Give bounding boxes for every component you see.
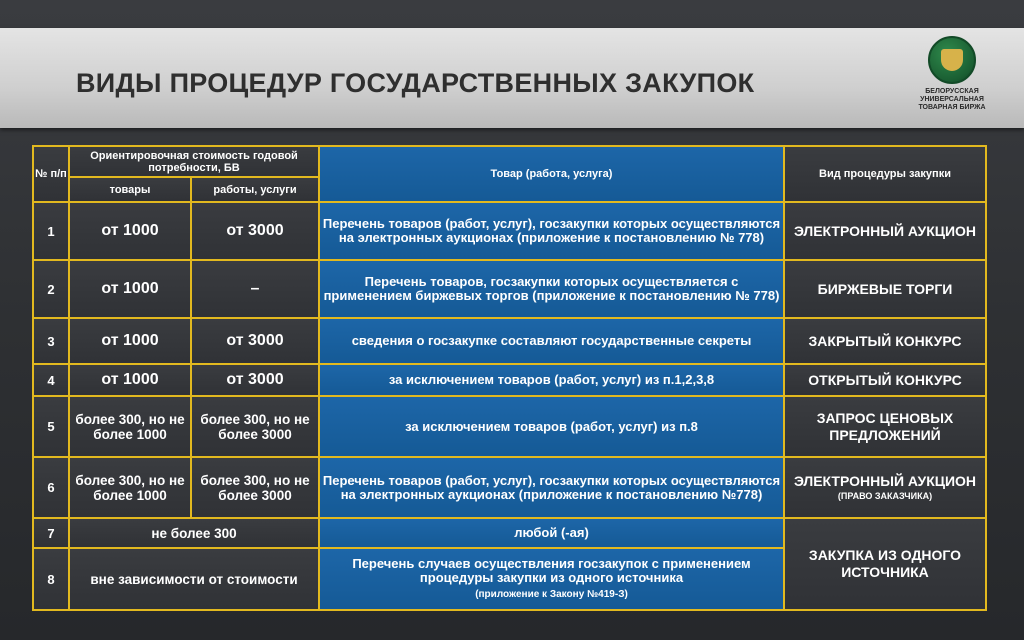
row-product-text: Перечень случаев осуществления госзакупок с применением процедуры закупки из одного источника	[352, 555, 751, 585]
row-num: 6	[33, 457, 69, 518]
logo-caption: БЕЛОРУССКАЯ УНИВЕРСАЛЬНАЯ ТОВАРНАЯ БИРЖА	[918, 88, 986, 111]
row-works: более 300, но не более 3000	[191, 457, 319, 518]
header-goods: товары	[69, 177, 191, 202]
row-goods: от 1000	[69, 364, 191, 396]
row-num: 1	[33, 202, 69, 260]
row-num: 5	[33, 396, 69, 457]
exchange-logo	[908, 36, 1008, 124]
row-goods: от 1000	[69, 318, 191, 364]
row-works: более 300, но не более 3000	[191, 396, 319, 457]
row-num: 8	[33, 548, 69, 610]
row-kind-merged: ЗАКУПКА ИЗ ОДНОГО ИСТОЧНИКА	[784, 518, 986, 610]
table-row	[33, 518, 986, 548]
row-works: –	[191, 260, 319, 318]
row-kind	[784, 457, 986, 518]
table-row	[33, 202, 986, 260]
row-goods: от 1000	[69, 260, 191, 318]
table-row	[33, 457, 986, 518]
row-product: за исключением товаров (работ, услуг) из п.8	[319, 396, 784, 457]
header-works: работы, услуги	[191, 177, 319, 202]
row-cost: не более 300	[69, 518, 319, 548]
header-product: Товар (работа, услуга)	[319, 146, 784, 202]
table-row	[33, 396, 986, 457]
table-row	[33, 318, 986, 364]
row-product: Перечень товаров (работ, услуг), госзакупки которых осуществляются на электронных аукционах (приложение к постановлению №778)	[319, 457, 784, 518]
row-kind-label: ЭЛЕКТРОННЫЙ АУКЦИОН	[793, 473, 977, 489]
row-kind: ОТКРЫТЫЙ КОНКУРС	[784, 364, 986, 396]
row-works: от 3000	[191, 364, 319, 396]
header-kind: Вид процедуры закупки	[784, 146, 986, 202]
row-product: Перечень товаров, госзакупки которых осуществляется с применением биржевых торгов (приложение к постановлению № 778)	[319, 260, 784, 318]
row-product: за исключением товаров (работ, услуг) из п.1,2,3,8	[319, 364, 784, 396]
row-product	[319, 548, 784, 610]
table-row	[33, 260, 986, 318]
title-banner	[0, 28, 1024, 128]
row-product-note: (приложение к Закону №419-З)	[475, 588, 628, 600]
row-goods: более 300, но не более 1000	[69, 396, 191, 457]
procurement-table	[32, 145, 987, 611]
row-kind: ЗАКРЫТЫЙ КОНКУРС	[784, 318, 986, 364]
row-cost: вне зависимости от стоимости	[69, 548, 319, 610]
table-row	[33, 364, 986, 396]
row-num: 4	[33, 364, 69, 396]
row-works: от 3000	[191, 318, 319, 364]
logo-emblem-icon	[928, 36, 976, 84]
row-num: 2	[33, 260, 69, 318]
row-kind: ЭЛЕКТРОННЫЙ АУКЦИОН	[784, 202, 986, 260]
row-product: любой (-ая)	[319, 518, 784, 548]
header-num: № п/п	[33, 146, 69, 202]
row-product: сведения о госзакупке составляют государственные секреты	[319, 318, 784, 364]
row-kind: ЗАПРОС ЦЕНОВЫХ ПРЕДЛОЖЕНИЙ	[784, 396, 986, 457]
row-kind: БИРЖЕВЫЕ ТОРГИ	[784, 260, 986, 318]
row-goods: более 300, но не более 1000	[69, 457, 191, 518]
row-kind-note: (ПРАВО ЗАКАЗЧИКА)	[837, 491, 933, 501]
header-cost: Ориентировочная стоимость годовой потребности, БВ	[69, 146, 319, 177]
row-num: 3	[33, 318, 69, 364]
row-product: Перечень товаров (работ, услуг), госзакупки которых осуществляются на электронных аукционах (приложение к постановлению № 778)	[319, 202, 784, 260]
row-works: от 3000	[191, 202, 319, 260]
row-goods: от 1000	[69, 202, 191, 260]
row-num: 7	[33, 518, 69, 548]
page-title: ВИДЫ ПРОЦЕДУР ГОСУДАРСТВЕННЫХ ЗАКУПОК	[76, 68, 755, 98]
table-header-row	[33, 146, 986, 177]
